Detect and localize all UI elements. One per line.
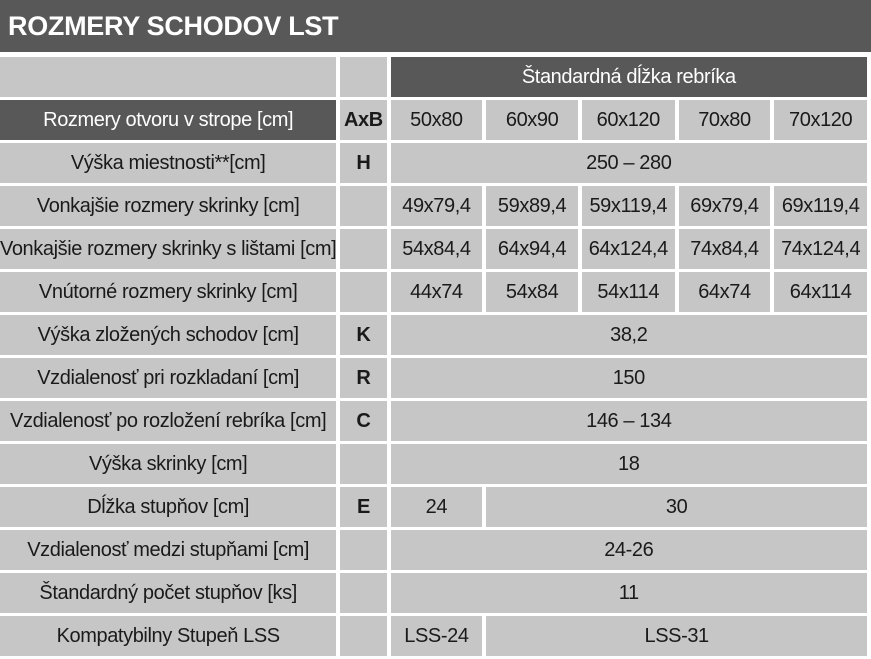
row-code: C (340, 401, 386, 441)
table-row-group-header (0, 57, 867, 97)
row-label: Vonkajšie rozmery skrinky [cm] (0, 186, 336, 226)
header-blank-code-cell (340, 57, 386, 97)
row-label: Štandardný počet stupňov [ks] (0, 573, 336, 613)
row-value: 64x94,4 (486, 229, 578, 269)
row-value: 11 (391, 573, 867, 613)
opening-size-code: AxB (340, 100, 386, 140)
row-value: LSS-31 (486, 616, 867, 656)
row-value: 146 – 134 (391, 401, 867, 441)
size-header-cell: 50x80 (391, 100, 483, 140)
row-value: 38,2 (391, 315, 867, 355)
row-value: 69x119,4 (774, 186, 867, 226)
row-code (340, 573, 386, 613)
table-row (0, 272, 867, 312)
row-value: 24 (391, 487, 483, 527)
table-row (0, 401, 867, 441)
row-label: Vnútorné rozmery skrinky [cm] (0, 272, 336, 312)
standard-length-header: Štandardná dĺžka rebríka (391, 57, 867, 97)
row-value: 18 (391, 444, 867, 484)
table-row (0, 229, 867, 269)
row-code (340, 616, 386, 656)
stairs-dimensions-table (0, 54, 871, 659)
row-value: 74x84,4 (679, 229, 771, 269)
table-row (0, 358, 867, 398)
table-row-sizes (0, 100, 867, 140)
row-value: 49x79,4 (391, 186, 483, 226)
page-title: ROZMERY SCHODOV LST (0, 0, 871, 52)
row-value: 44x74 (391, 272, 483, 312)
row-value: 54x84,4 (391, 229, 483, 269)
row-value: 250 – 280 (391, 143, 867, 183)
row-value: 64x74 (679, 272, 771, 312)
row-code (340, 272, 386, 312)
row-value: 59x119,4 (582, 186, 675, 226)
table-row (0, 487, 867, 527)
row-label: Dĺžka stupňov [cm] (0, 487, 336, 527)
size-header-cell: 60x120 (582, 100, 675, 140)
row-value: 54x114 (582, 272, 675, 312)
row-label: Kompatybilny Stupeň LSS (0, 616, 336, 656)
row-code: E (340, 487, 386, 527)
row-label: Výška zložených schodov [cm] (0, 315, 336, 355)
table-row (0, 186, 867, 226)
table-row (0, 573, 867, 613)
row-value: 59x89,4 (486, 186, 578, 226)
row-code (340, 229, 386, 269)
row-value: LSS-24 (391, 616, 483, 656)
row-code (340, 186, 386, 226)
row-value: 64x114 (774, 272, 867, 312)
row-label: Vonkajšie rozmery skrinky s lištami [cm] (0, 229, 336, 269)
table-row (0, 530, 867, 570)
size-header-cell: 70x120 (774, 100, 867, 140)
row-value: 54x84 (486, 272, 578, 312)
row-value: 64x124,4 (582, 229, 675, 269)
row-label: Vzdialenosť medzi stupňami [cm] (0, 530, 336, 570)
row-value: 30 (486, 487, 867, 527)
row-code (340, 530, 386, 570)
header-blank-cell (0, 57, 336, 97)
row-label: Vzdialenosť pri rozkladaní [cm] (0, 358, 336, 398)
row-value: 24-26 (391, 530, 867, 570)
opening-size-label: Rozmery otvoru v strope [cm] (0, 100, 336, 140)
row-code: R (340, 358, 386, 398)
row-label: Výška skrinky [cm] (0, 444, 336, 484)
row-label: Vzdialenosť po rozložení rebríka [cm] (0, 401, 336, 441)
size-header-cell: 70x80 (679, 100, 771, 140)
table-row (0, 616, 867, 656)
size-header-cell: 60x90 (486, 100, 578, 140)
row-value: 74x124,4 (774, 229, 867, 269)
row-label: Výška miestnosti**[cm] (0, 143, 336, 183)
row-code (340, 444, 386, 484)
row-value: 150 (391, 358, 867, 398)
row-code: H (340, 143, 386, 183)
table-row (0, 315, 867, 355)
row-code: K (340, 315, 386, 355)
table-row (0, 444, 867, 484)
table-row (0, 143, 867, 183)
row-value: 69x79,4 (679, 186, 771, 226)
